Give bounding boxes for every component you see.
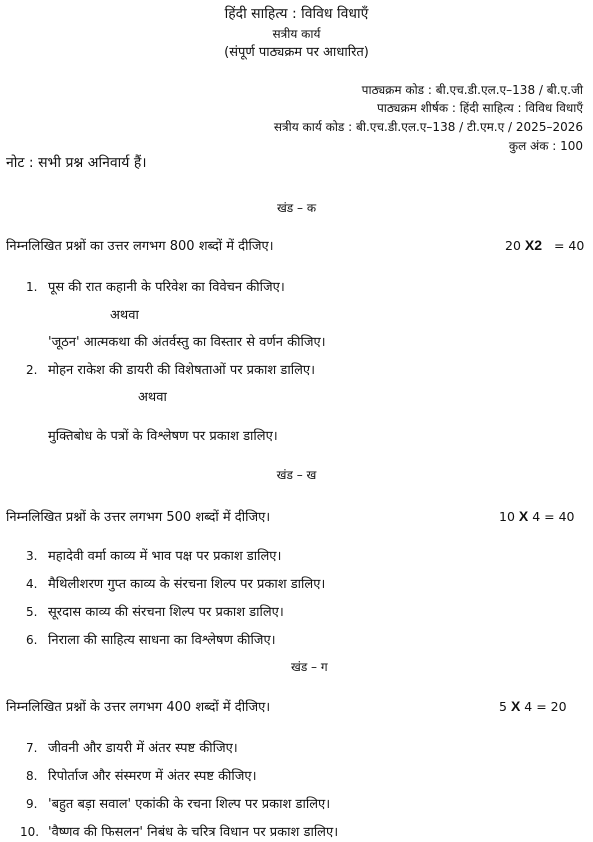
marks-count: 20 <box>505 238 521 253</box>
question-number: 9. <box>26 797 38 811</box>
question-text: जीवनी और डायरी में अंतर स्पष्ट कीजिए। <box>48 741 238 756</box>
marks-total: 4 = 40 <box>532 509 575 524</box>
question-text: महादेवी वर्मा काव्य में भाव पक्ष पर प्रकाश डालिए। <box>48 549 282 564</box>
course-code: पाठ्यक्रम कोड : बी.एच.डी.एल.ए–138 / बी.ए.जी <box>361 83 583 97</box>
alternative-question: 'जूठन' आत्मकथा की अंतर्वस्तु का विस्तार से वर्णन कीजिए। <box>48 335 326 350</box>
question-number: 8. <box>26 769 38 783</box>
question-number: 2. <box>26 363 38 377</box>
section-title-c: खंड – ग <box>291 660 328 674</box>
marks-count: 5 <box>499 699 507 714</box>
course-title: पाठ्यक्रम शीर्षक : हिंदी साहित्य : विविध विधाएँ <box>376 101 583 115</box>
or-label: अथवा <box>110 308 139 323</box>
assignment-code: सत्रीय कार्य कोड : बी.एच.डी.एल.ए–138 / टी.एम.ए / 2025–2026 <box>273 120 583 134</box>
question-text: निराला की साहित्य साधना का विश्लेषण कीजिए। <box>48 633 276 648</box>
question-text: मोहन राकेश की डायरी की विशेषताओं पर प्रकाश डालिए। <box>48 363 315 378</box>
total-marks: कुल अंक : 100 <box>508 139 583 153</box>
section-title-a: खंड – क <box>276 201 317 215</box>
question-text: 'बहुत बड़ा सवाल' एकांकी के रचना शिल्प पर प्रकाश डालिए। <box>48 797 331 812</box>
marks-multiply: X <box>518 508 529 524</box>
question-text: पूस की रात कहानी के परिवेश का विवेचन कीजिए। <box>48 280 285 295</box>
question-number: 4. <box>26 577 38 591</box>
section-instruction-c: निम्नलिखित प्रश्नों के उत्तर लगभग 400 शब्दों में दीजिए। <box>6 700 271 715</box>
question-text: 'वैष्णव की फिसलन' निबंध के चरित्र विधान पर प्रकाश डालिए। <box>48 825 339 840</box>
or-label: अथवा <box>138 390 167 405</box>
note: नोट : सभी प्रश्न अनिवार्य हैं। <box>6 155 147 171</box>
question-number: 3. <box>26 549 38 563</box>
question-number: 1. <box>26 280 38 294</box>
marks-multiply: X2 <box>524 237 543 253</box>
page-basis: (संपूर्ण पाठ्यक्रम पर आधारित) <box>224 45 369 60</box>
section-marks-b <box>499 508 575 524</box>
section-instruction-a: निम्नलिखित प्रश्नों का उत्तर लगभग 800 शब्दों में दीजिए। <box>6 239 274 254</box>
marks-total: = 40 <box>553 238 585 253</box>
question-number: 5. <box>26 605 38 619</box>
section-marks-c <box>499 698 567 714</box>
question-number: 6. <box>26 633 38 647</box>
page-subtitle: सत्रीय कार्य <box>272 27 321 41</box>
question-number: 7. <box>26 741 38 755</box>
marks-total: 4 = 20 <box>524 699 567 714</box>
question-number: 10. <box>20 825 40 839</box>
alternative-question: मुक्तिबोध के पत्रों के विश्लेषण पर प्रकाश डालिए। <box>48 429 278 444</box>
marks-count: 10 <box>499 509 515 524</box>
question-text: मैथिलीशरण गुप्त काव्य के संरचना शिल्प पर प्रकाश डालिए। <box>48 577 326 592</box>
page-title: हिंदी साहित्य : विविध विधाएँ <box>224 6 369 22</box>
section-marks-a <box>505 237 584 253</box>
question-text: सूरदास काव्य की संरचना शिल्प पर प्रकाश डालिए। <box>48 605 284 620</box>
section-title-b: खंड – ख <box>276 468 317 482</box>
marks-multiply: X <box>510 698 521 714</box>
question-text: रिपोर्ताज और संस्मरण में अंतर स्पष्ट कीजिए। <box>48 769 257 784</box>
section-instruction-b: निम्नलिखित प्रश्नों के उत्तर लगभग 500 शब्दों में दीजिए। <box>6 510 271 525</box>
